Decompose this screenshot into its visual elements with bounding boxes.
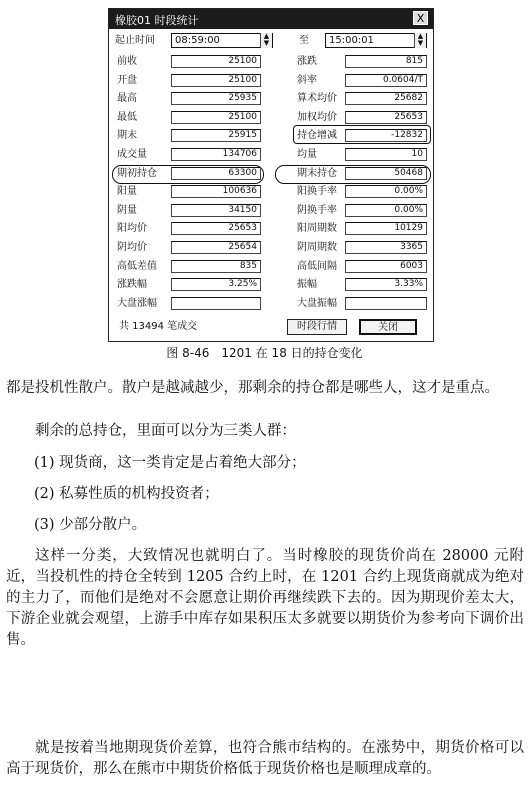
left-stat-value[interactable]: 25654 [171, 241, 261, 254]
right-stat-label: 斜率 [297, 74, 317, 86]
list-item-2: (2) 私募性质的机构投资者； [34, 486, 219, 502]
left-stat-label: 大盘涨幅 [117, 297, 157, 309]
right-stat-value[interactable]: 10129 [345, 222, 427, 235]
right-stat-label: 阳周期数 [297, 223, 337, 235]
list-item-3: (3) 少部分散户。 [34, 517, 147, 533]
left-stat-label: 涨跌幅 [117, 279, 147, 291]
left-stat-value[interactable]: 25100 [171, 55, 261, 68]
right-stat-value[interactable]: 815 [345, 55, 427, 68]
right-stat-label: 均量 [297, 149, 317, 160]
figure-caption: 图 8-46 1201 在 18 日的持仓变化 [166, 346, 363, 360]
to-label: 至 [299, 35, 309, 46]
left-stat-value[interactable]: 63300 [171, 167, 261, 180]
left-stat-label: 成交量 [117, 149, 147, 160]
dialog-title: 橡胶01 时段统计 [115, 14, 199, 27]
right-stat-value[interactable]: 0.00% [345, 185, 427, 198]
right-stat-label: 高低间隔 [297, 260, 337, 272]
right-stat-value[interactable]: 0.0604/T [345, 74, 427, 87]
start-time-label: 起止时间 [115, 35, 155, 46]
end-time-input[interactable] [325, 33, 427, 48]
left-stat-value[interactable]: 835 [171, 260, 261, 273]
right-stat-value[interactable]: 50468 [345, 167, 427, 180]
period-quote-button[interactable]: 时段行情 [287, 319, 347, 335]
right-stat-value[interactable]: 25682 [345, 92, 427, 105]
right-stat-label: 涨跌 [297, 56, 317, 67]
left-stat-label: 阴均价 [117, 242, 147, 253]
right-stat-label: 大盘振幅 [297, 297, 337, 309]
left-stat-label: 前收 [117, 56, 137, 67]
start-time-spinner-icon[interactable]: ▲ ▼ [260, 33, 272, 48]
left-stat-label: 阳均价 [117, 223, 147, 235]
right-stat-value[interactable]: -12832 [345, 129, 427, 142]
left-stat-value[interactable]: 25100 [171, 111, 261, 124]
left-stat-label: 阳量 [117, 186, 137, 198]
left-stat-value[interactable]: 134706 [171, 148, 261, 161]
left-stat-label: 期初持仓 [117, 167, 157, 179]
left-stat-value[interactable]: 34150 [171, 204, 261, 217]
left-stat-value[interactable]: 100636 [171, 185, 261, 198]
right-stat-label: 加权均价 [297, 111, 337, 123]
right-stat-value[interactable]: 6003 [345, 260, 427, 273]
close-button[interactable]: 关闭 [359, 319, 417, 335]
left-stat-value[interactable]: 25100 [171, 74, 261, 87]
dialog-titlebar [109, 9, 433, 29]
start-time-value: 08:59:00 [175, 35, 220, 46]
trade-count: 共 13494 笔成交 [119, 321, 198, 332]
close-icon[interactable]: X [413, 11, 428, 25]
period-stats-dialog [108, 8, 434, 342]
right-stat-label: 持仓增减 [297, 130, 337, 142]
left-stat-value[interactable] [171, 297, 261, 310]
right-stat-label: 振幅 [297, 279, 317, 291]
start-time-input[interactable] [171, 33, 273, 48]
paragraph-2: 剩余的总持仓，里面可以分为三类人群： [35, 423, 296, 439]
right-stat-label: 期末持仓 [297, 167, 337, 179]
paragraph-3: 这样一分类，大致情况也就明白了。当时橡胶的现货价尚在 28000 元附近，当投机性的持仓全转到 1205 合约上时，在 1201 合约上现货商就成为绝对的主力了，而他们是绝对不会愿意让期价再继续跌下去的。因为期现价差太大，下游企业就会观望，上游手中库存如果积压太多就要以期货价为参考向下调价出售。 [6, 548, 524, 648]
end-time-value: 15:00:01 [329, 35, 374, 46]
right-stat-label: 阳换手率 [297, 186, 337, 198]
left-stat-label: 最高 [117, 93, 137, 105]
left-stat-value[interactable]: 25935 [171, 92, 261, 105]
right-stat-label: 算术均价 [297, 93, 337, 105]
paragraph-1: 都是投机性散户。散户是越减越少，那剩余的持仓都是哪些人，这才是重点。 [6, 380, 499, 396]
right-stat-value[interactable]: 10 [345, 148, 427, 161]
right-stat-value[interactable]: 25653 [345, 111, 427, 124]
end-time-spinner-icon[interactable]: ▲ ▼ [414, 33, 426, 48]
left-stat-label: 最低 [117, 111, 137, 123]
right-stat-value[interactable]: 0.00% [345, 204, 427, 217]
right-stat-label: 阴周期数 [297, 242, 337, 253]
right-stat-label: 阴换手率 [297, 204, 337, 216]
left-stat-label: 开盘 [117, 74, 137, 86]
paragraph-4: 就是按着当地期现货价差算，也符合熊市结构的。在涨势中，期货价格可以高于现货价，那么在熊市中期货价格低于现货价格也是顺理成章的。 [6, 740, 524, 777]
left-stat-label: 高低差值 [117, 260, 157, 272]
right-stat-value[interactable] [345, 297, 427, 310]
right-stat-value[interactable]: 3.33% [345, 278, 427, 291]
list-item-1: (1) 现货商，这一类肯定是占着绝大部分； [34, 455, 306, 471]
left-stat-value[interactable]: 25915 [171, 129, 261, 142]
left-stat-label: 期末 [117, 130, 137, 142]
left-stat-value[interactable]: 25653 [171, 222, 261, 235]
right-stat-value[interactable]: 3365 [345, 241, 427, 254]
left-stat-value[interactable]: 3.25% [171, 278, 261, 291]
left-stat-label: 阴量 [117, 204, 137, 216]
